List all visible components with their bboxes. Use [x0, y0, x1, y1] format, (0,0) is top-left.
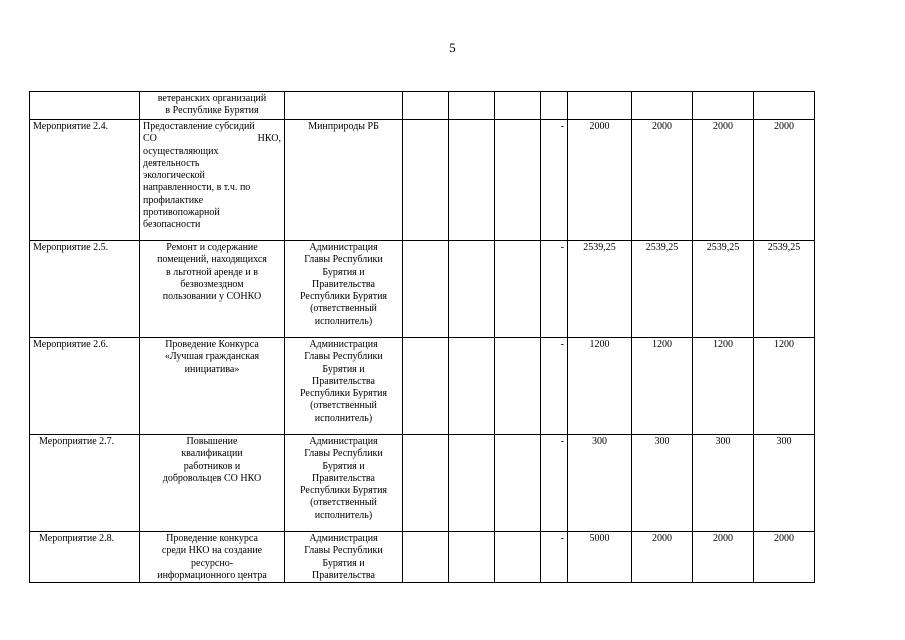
empty-cell [495, 338, 541, 435]
measure-name-cell [140, 532, 285, 583]
executor-line: Минприроды РБ [308, 121, 379, 132]
funding-value-cell [568, 92, 632, 120]
funding-value-cell: 2000 [754, 532, 815, 583]
funding-value-cell: 1200 [693, 338, 754, 435]
funding-value-cell: 1200 [568, 338, 632, 435]
measure-name-line: «Лучшая гражданская [164, 351, 260, 363]
measure-name-line: экологической [143, 170, 205, 182]
executor-line: Правительства [312, 569, 375, 581]
table-row [30, 435, 877, 532]
executor-cell [285, 338, 403, 435]
dash-cell: - [541, 120, 568, 241]
empty-cell [403, 120, 449, 241]
measure-name-line: Предоставление субсидий [143, 121, 255, 132]
executor-line: Администрация [309, 436, 378, 447]
funding-value-cell [632, 92, 693, 120]
empty-cell [403, 92, 449, 120]
measure-name-cell [140, 120, 285, 241]
table-row [30, 338, 877, 435]
executor-cell [285, 241, 403, 338]
dash-cell: - [541, 338, 568, 435]
dash-cell: - [541, 241, 568, 338]
dash-cell: - [541, 532, 568, 583]
funding-value-cell: 2000 [632, 120, 693, 241]
measure-name-line: безвозмездном [180, 278, 244, 290]
measure-id-cell [30, 532, 140, 583]
measure-name-line: пользовании у СОНКО [162, 291, 262, 303]
funding-value-cell: 300 [693, 435, 754, 532]
measure-id: Мероприятие 2.5. [33, 242, 109, 253]
measure-name-line: информационного центра [157, 569, 267, 581]
measure-name-line: Повышение [186, 436, 238, 447]
dash-cell [541, 92, 568, 120]
funding-value-cell: 2000 [754, 120, 815, 241]
program-measures-table [29, 91, 877, 583]
executor-line: (ответственный [310, 400, 377, 412]
funding-value-cell: 2539,25 [632, 241, 693, 338]
executor-cell [285, 120, 403, 241]
executor-line: (ответственный [310, 497, 377, 509]
measure-id-cell [30, 338, 140, 435]
empty-cell [403, 532, 449, 583]
executor-line: Бурятия и [322, 363, 365, 375]
measure-name-cell [140, 435, 285, 532]
executor-line: исполнитель) [314, 509, 373, 521]
measure-name-line: инициатива» [184, 363, 240, 375]
empty-cell [449, 120, 495, 241]
funding-value-cell: 300 [754, 435, 815, 532]
measure-name-line: профилактике [143, 194, 204, 206]
executor-line: Республики Бурятия [299, 388, 388, 400]
funding-value-cell: 2539,25 [693, 241, 754, 338]
table-row [30, 241, 877, 338]
table-row [30, 92, 877, 120]
measure-name-line: СО НКО, [143, 133, 281, 145]
executor-line: Главы Республики [304, 254, 383, 266]
measure-name-cell [140, 241, 285, 338]
empty-cell [449, 92, 495, 120]
executor-line: Бурятия и [322, 460, 365, 472]
measure-name-line: среди НКО на создание [161, 545, 263, 557]
empty-cell [495, 435, 541, 532]
measure-id: Мероприятие 2.6. [33, 339, 109, 350]
measure-name-line: Ремонт и содержание [166, 242, 258, 253]
funding-value-cell: 5000 [568, 532, 632, 583]
page-number: 5 [449, 40, 456, 55]
funding-value-cell: 2539,25 [568, 241, 632, 338]
executor-line: (ответственный [310, 303, 377, 315]
executor-line: Правительства [312, 278, 375, 290]
measure-id: Мероприятие 2.8. [39, 533, 115, 544]
empty-cell [403, 435, 449, 532]
measure-id-cell [30, 241, 140, 338]
dash-cell: - [541, 435, 568, 532]
measure-name-cell [140, 338, 285, 435]
measure-id-cell [30, 92, 140, 120]
table-row [30, 532, 877, 583]
executor-line: Республики Бурятия [299, 485, 388, 497]
empty-cell [449, 241, 495, 338]
measure-name-line: Проведение конкурса [166, 533, 258, 544]
measure-name-line: Проведение Конкурса [165, 339, 259, 350]
empty-cell [403, 338, 449, 435]
executor-line: Главы Республики [304, 545, 383, 557]
executor-cell [285, 435, 403, 532]
executor-line: Бурятия и [322, 557, 365, 569]
executor-cell [285, 532, 403, 583]
measure-id-cell [30, 435, 140, 532]
executor-line: исполнитель) [314, 315, 373, 327]
funding-value-cell: 300 [568, 435, 632, 532]
empty-cell [495, 92, 541, 120]
executor-line: Бурятия и [322, 266, 365, 278]
measure-id: Мероприятие 2.7. [39, 436, 115, 447]
empty-cell [449, 338, 495, 435]
empty-cell [495, 120, 541, 241]
measure-name-line: противопожарной [143, 207, 220, 219]
measure-name-line: в Республике Бурятия [165, 105, 259, 117]
funding-value-cell: 300 [632, 435, 693, 532]
executor-line: Администрация [309, 242, 378, 253]
empty-cell [495, 532, 541, 583]
empty-cell [449, 435, 495, 532]
measure-name-line: добровольцев СО НКО [162, 472, 262, 484]
executor-line: Правительства [312, 375, 375, 387]
executor-cell [285, 92, 403, 120]
measure-name-cell [140, 92, 285, 120]
measure-id: Мероприятие 2.4. [33, 121, 109, 132]
measure-name-line: безопасности [143, 219, 201, 231]
executor-line: Правительства [312, 472, 375, 484]
measure-id-cell [30, 120, 140, 241]
empty-cell [403, 241, 449, 338]
executor-line: Главы Республики [304, 351, 383, 363]
empty-cell [449, 532, 495, 583]
measure-name-line: квалификации [181, 448, 243, 460]
executor-line: Республики Бурятия [299, 291, 388, 303]
measure-name-line: работников и [183, 460, 241, 472]
executor-line: Администрация [309, 533, 378, 544]
measure-name-line: ветеранских организаций [157, 93, 267, 104]
funding-value-cell [754, 92, 815, 120]
funding-value-cell: 2539,25 [754, 241, 815, 338]
executor-line: Администрация [309, 339, 378, 350]
measure-name-line: в льготной аренде и в [166, 266, 258, 278]
funding-value-cell: 2000 [693, 532, 754, 583]
measure-name-line: помещений, находящихся [157, 254, 267, 266]
funding-value-cell: 1200 [632, 338, 693, 435]
funding-value-cell: 2000 [568, 120, 632, 241]
measure-name-line: деятельность [143, 157, 200, 169]
executor-line: исполнитель) [314, 412, 373, 424]
funding-value-cell: 2000 [632, 532, 693, 583]
measure-name-line: осуществляющих [143, 145, 219, 157]
empty-cell [495, 241, 541, 338]
table-row [30, 120, 877, 241]
measure-name-line: ресурсно- [190, 557, 234, 569]
measure-name-line: направленности, в т.ч. по [143, 182, 251, 194]
funding-value-cell [693, 92, 754, 120]
funding-value-cell: 1200 [754, 338, 815, 435]
funding-value-cell: 2000 [693, 120, 754, 241]
executor-line: Главы Республики [304, 448, 383, 460]
